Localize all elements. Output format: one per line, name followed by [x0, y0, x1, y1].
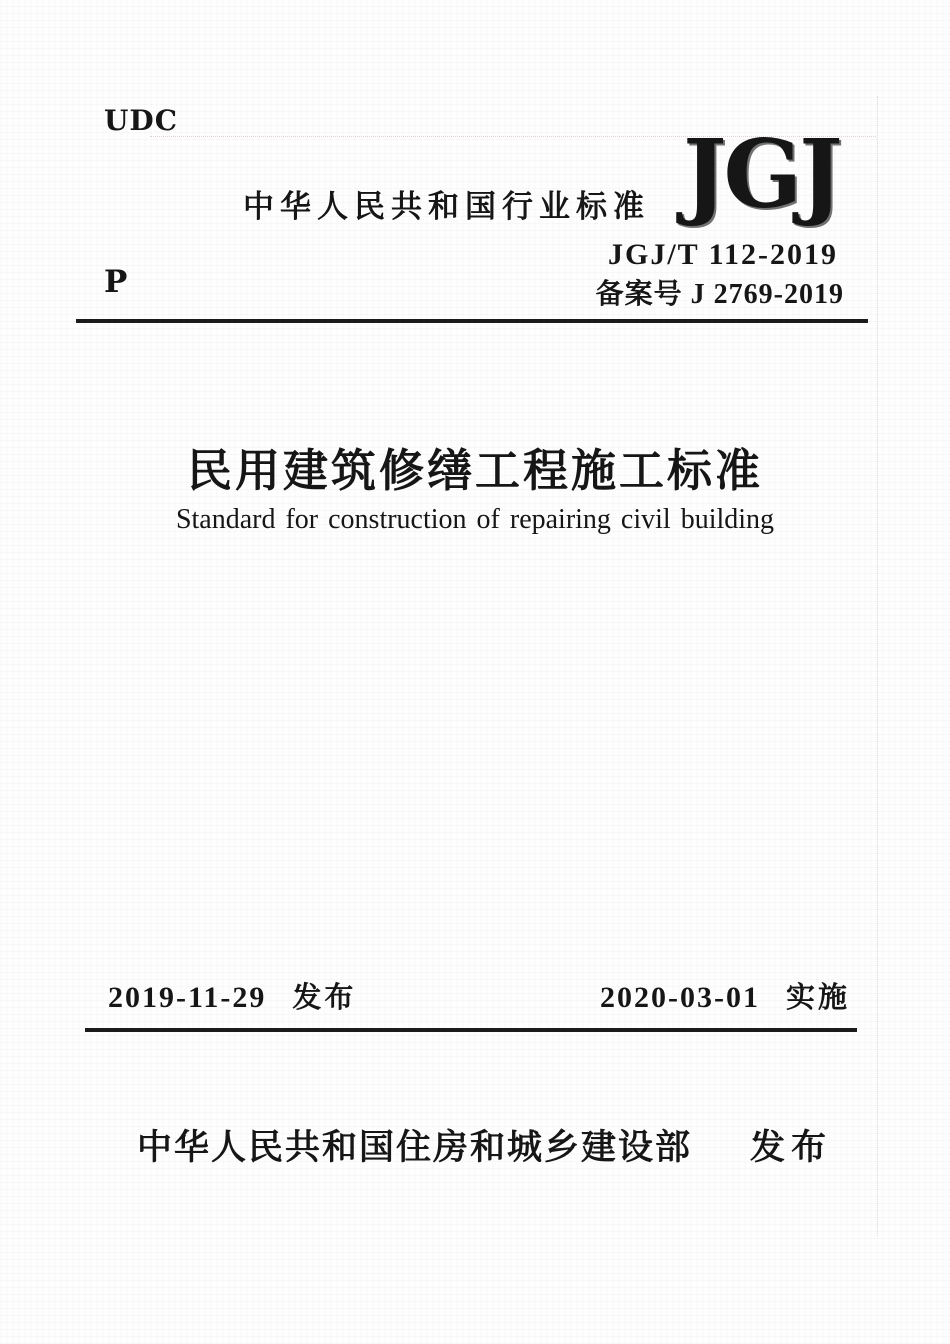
standard-category-heading: 中华人民共和国行业标准	[243, 189, 650, 224]
classification-code: P	[104, 264, 128, 300]
implementation-label: 实施	[785, 982, 850, 1014]
implementation-date-block	[600, 975, 850, 1016]
document-title-chinese: 民用建筑修缮工程施工标准	[186, 446, 763, 496]
footer-divider-rule	[85, 1028, 857, 1032]
publisher-action-label: 发布	[750, 1128, 833, 1167]
publisher-row	[137, 1120, 832, 1170]
issue-date: 2019-11-29	[108, 981, 267, 1014]
scan-edge-artifact	[877, 96, 878, 1236]
record-number: 备案号 J 2769-2019	[595, 279, 844, 310]
standard-number: JGJ/T 112-2019	[608, 238, 838, 271]
dates-row	[108, 975, 850, 1016]
publisher-name: 中华人民共和国住房和城乡建设部	[137, 1128, 693, 1167]
udc-label: UDC	[104, 104, 178, 137]
implementation-date: 2020-03-01	[600, 981, 760, 1014]
header-divider-rule	[76, 319, 868, 323]
issue-label: 发布	[292, 982, 357, 1014]
jgj-logo: JGJ	[683, 118, 840, 230]
document-title-english: Standard for construction of repairing civil building	[175, 504, 775, 535]
issue-date-block	[108, 975, 356, 1016]
